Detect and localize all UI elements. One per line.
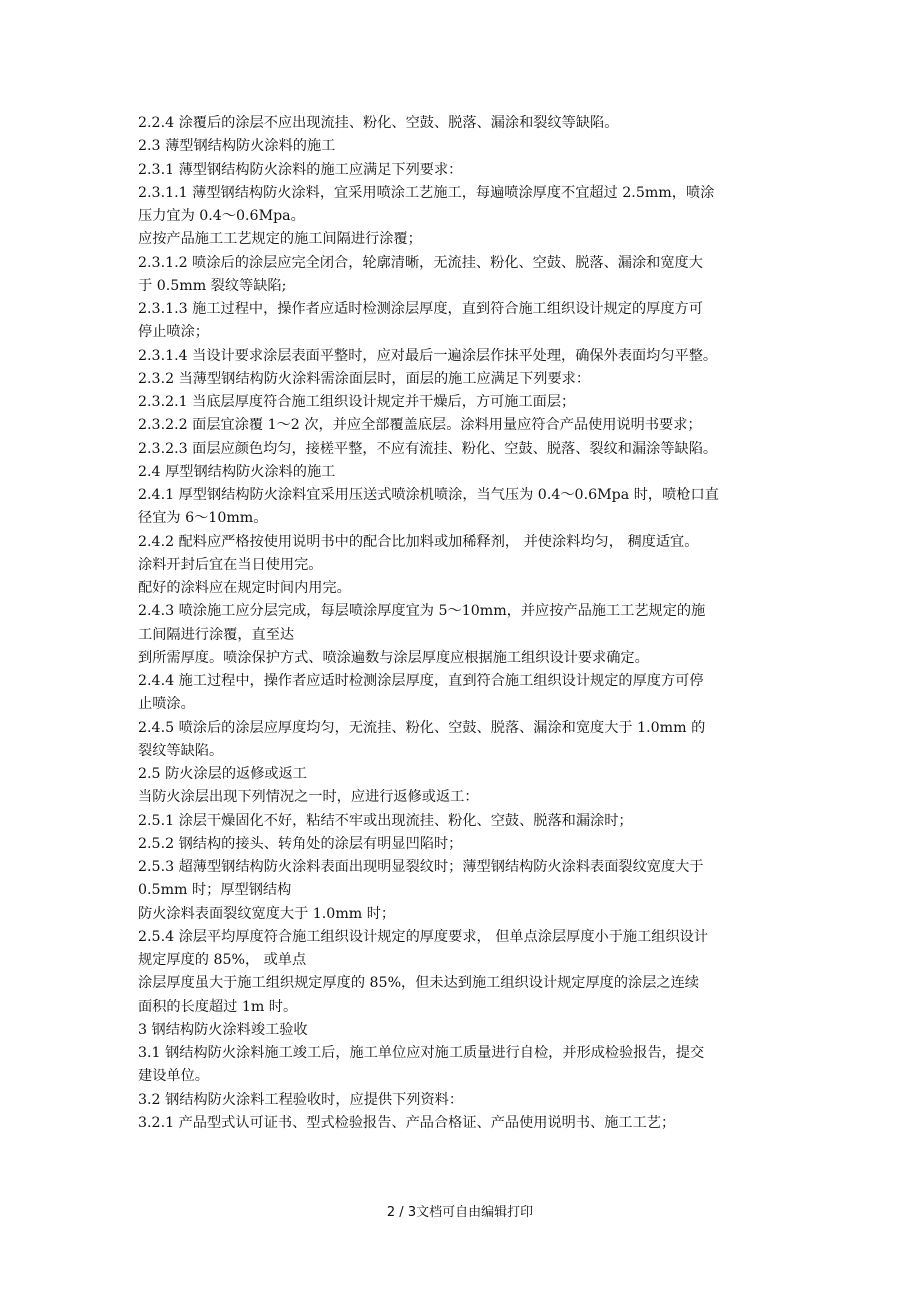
text-line: 2.3.2 当薄型钢结构防火涂料需涂面层时，面层的施工应满足下列要求： <box>138 370 591 387</box>
text-line: 规定厚度的 85%， 或单点 <box>138 952 307 968</box>
text-line: 2.5.2 钢结构的接头、转角处的涂层有明显凹陷时； <box>138 835 463 852</box>
text-line: 2.3.1.4 当设计要求涂层表面平整时，应对最后一遍涂层作抹平处理，确保外表面均匀平整。 <box>138 347 718 364</box>
document-body <box>138 112 798 1135</box>
text-line: 于 0.5mm 裂纹等缺陷; <box>138 277 287 294</box>
text-line: 3 钢结构防火涂料竣工验收 <box>138 1021 308 1038</box>
text-line: 建设单位。 <box>138 1068 209 1085</box>
text-line: 径宜为 6～10mm。 <box>138 510 268 527</box>
text-line: 配好的涂料应在规定时间内用完。 <box>138 580 351 596</box>
text-line: 0.5mm 时；厚型钢结构 <box>138 882 292 899</box>
text-line: 面积的长度超过 1m 时。 <box>138 998 298 1015</box>
text-line: 2.4.1 厚型钢结构防火涂料宜采用压送式喷涂机喷涂，当气压为 0.4～0.6Mpa 时，喷枪口直 <box>138 487 719 503</box>
text-line: 2.4.4 施工过程中，操作者应适时检测涂层厚度，直到符合施工组织设计规定的厚度方可停 <box>138 673 704 689</box>
text-line: 2.3 薄型钢结构防火涂料的施工 <box>138 138 336 155</box>
text-line: 工间隔进行涂覆，直至达 <box>138 626 295 643</box>
text-line: 防火涂料表面裂纹宽度大于 1.0mm 时； <box>138 905 396 922</box>
text-line: 涂层厚度虽大于施工组织规定厚度的 85%，但未达到施工组织设计规定厚度的涂层之连续 <box>138 975 699 992</box>
text-line: 裂纹等缺陷。 <box>138 742 224 759</box>
text-line: 2.5.4 涂层平均厚度符合施工组织设计规定的厚度要求， 但单点涂层厚度小于施工组织设计 <box>138 928 709 945</box>
text-line: 2.4.3 喷涂施工应分层完成，每层喷涂厚度宜为 5～10mm，并应按产品施工工艺规定的施 <box>138 603 706 620</box>
text-line: 2.3.2.3 面层应颜色均匀，接槎平整，不应有流挂、粉化、空鼓、脱落、裂纹和漏涂等缺陷。 <box>138 440 718 457</box>
text-line: 2.5.3 超薄型钢结构防火涂料表面出现明显裂纹时；薄型钢结构防火涂料表面裂纹宽度大于 <box>138 859 704 875</box>
text-line: 3.2 钢结构防火涂料工程验收时，应提供下列资料： <box>138 1091 464 1108</box>
text-line: 2.4 厚型钢结构防火涂料的施工 <box>138 463 336 480</box>
text-line: 止喷涂。 <box>138 696 195 713</box>
text-line: 3.1 钢结构防火涂料施工竣工后，施工单位应对施工质量进行自检，并形成检验报告，提交 <box>138 1045 705 1061</box>
text-line: 2.5 防火涂层的返修或返工 <box>138 766 307 782</box>
text-line: 压力宜为 0.4～0.6Mpa。 <box>138 208 305 224</box>
text-line: 2.3.1.3 施工过程中，操作者应适时检测涂层厚度，直到符合施工组织设计规定的厚度方可 <box>138 301 703 317</box>
text-line: 停止喷涂； <box>138 324 209 341</box>
text-line: 2.3.1.2 喷涂后的涂层应完全闭合，轮廓清晰，无流挂、粉化、空鼓、脱落、漏涂和宽度大 <box>138 254 703 271</box>
text-line: 当防火涂层出现下列情况之一时，应进行返修或返工： <box>138 789 479 806</box>
text-line: 涂料开封后宜在当日使用完。 <box>138 556 323 573</box>
text-line: 2.4.5 喷涂后的涂层应厚度均匀，无流挂、粉化、空鼓、脱落、漏涂和宽度大于 1.0mm 的 <box>138 719 706 736</box>
text-line: 2.3.1 薄型钢结构防火涂料的施工应满足下列要求： <box>138 161 463 178</box>
text-line: 2.3.2.2 面层宜涂覆 1～2 次，并应全部覆盖底层。涂料用量应符合产品使用说明书要求； <box>138 417 702 434</box>
text-line: 2.3.1.1 薄型钢结构防火涂料，宜采用喷涂工艺施工，每遍喷涂厚度不宜超过 2.5mm，喷涂 <box>138 184 715 201</box>
text-line: 2.5.1 涂层干燥固化不好，粘结不牢或出现流挂、粉化、空鼓、脱落和漏涂时； <box>138 812 633 829</box>
text-line: 2.2.4 涂覆后的涂层不应出现流挂、粉化、空鼓、脱落、漏涂和裂纹等缺陷。 <box>138 115 619 131</box>
text-line: 到所需厚度。喷涂保护方式、喷涂遍数与涂层厚度应根据施工组织设计要求确定。 <box>138 649 649 666</box>
text-line: 2.3.2.1 当底层厚度符合施工组织设计规定并干燥后，方可施工面层； <box>138 394 576 410</box>
text-line: 2.4.2 配料应严格按使用说明书中的配合比加料或加稀释剂， 并使涂料均匀， 稠度适宜。 <box>138 533 699 550</box>
page-footer: 2 / 3文档可自由编辑打印 <box>386 1205 534 1220</box>
text-line: 3.2.1 产品型式认可证书、型式检验报告、产品合格证、产品使用说明书、施工工艺； <box>138 1114 676 1131</box>
text-line: 应按产品施工工艺规定的施工间隔进行涂覆； <box>138 231 422 248</box>
